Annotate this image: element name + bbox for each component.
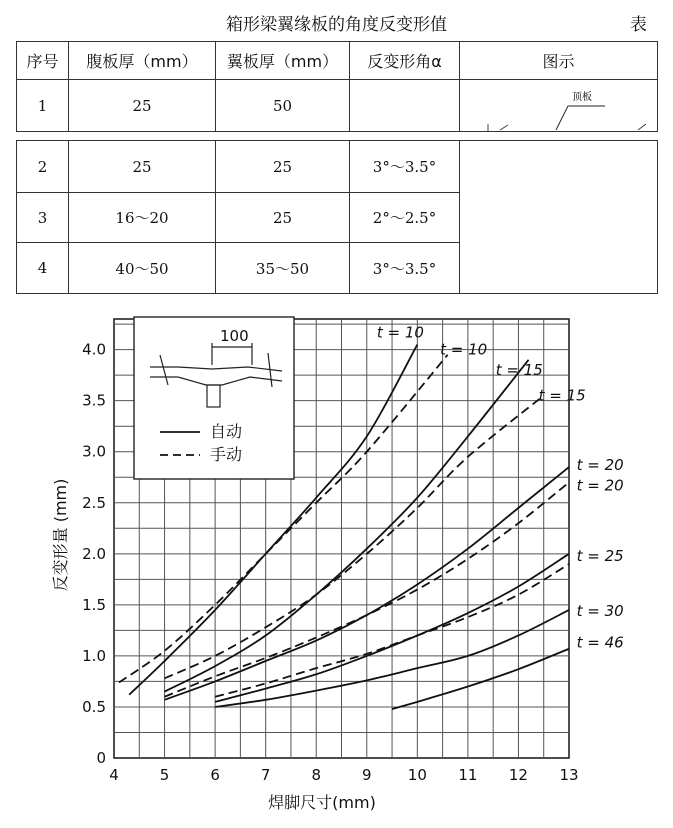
row2-angle: 3°～3.5° xyxy=(350,141,460,193)
row2-flange: 25 xyxy=(216,141,350,193)
header-flange: 翼板厚（mm） xyxy=(216,42,350,80)
header-no: 序号 xyxy=(17,42,69,80)
x-tick-label: 4 xyxy=(109,766,119,784)
y-tick-label: 0.5 xyxy=(82,697,106,716)
table-tag: 表 xyxy=(630,15,647,35)
y-tick-label: 2.0 xyxy=(82,544,106,563)
x-tick-label: 12 xyxy=(508,766,528,784)
legend-solid-label: 自动 xyxy=(210,422,243,441)
curve-label: t = 20 xyxy=(576,456,624,475)
curve-label: t = 46 xyxy=(576,633,624,652)
x-tick-label: 10 xyxy=(407,766,427,784)
x-tick-label: 9 xyxy=(362,766,372,784)
row2-no: 2 xyxy=(17,141,69,193)
diagram-merged-cell xyxy=(460,141,658,294)
row4-flange: 35～50 xyxy=(216,243,350,294)
row1-no: 1 xyxy=(17,80,69,132)
curve-label: t = 10 xyxy=(376,323,424,342)
x-tick-label: 8 xyxy=(311,766,321,784)
y-tick-label: 3.0 xyxy=(82,442,106,461)
y-tick-label: 0 xyxy=(96,749,106,767)
inset-dimension-label: 100 xyxy=(220,327,249,345)
deformation-chart xyxy=(0,305,673,825)
y-tick-label: 1.5 xyxy=(82,595,106,614)
legend-inset xyxy=(134,317,294,479)
x-tick-label: 7 xyxy=(260,766,271,784)
top-plate-label: 顶板 xyxy=(572,92,592,103)
legend-dashed-label: 手动 xyxy=(210,445,243,464)
y-axis-label: 反变形量 (mm) xyxy=(51,478,70,592)
y-tick-label: 4.0 xyxy=(82,340,106,359)
chart-curve-labels xyxy=(377,323,624,651)
row4-no: 4 xyxy=(17,243,69,294)
row3-angle: 2°～2.5° xyxy=(350,193,460,243)
curve-label: t = 25 xyxy=(576,546,624,565)
row4-web: 40～50 xyxy=(69,243,216,294)
row3-web: 16～20 xyxy=(69,193,216,243)
x-tick-label: 5 xyxy=(159,766,170,784)
header-angle: 反变形角α xyxy=(350,42,460,80)
y-tick-label: 3.5 xyxy=(82,391,106,410)
row2-web: 25 xyxy=(69,141,216,193)
angle-table-header xyxy=(16,41,658,132)
curve-label: t = 30 xyxy=(576,602,624,621)
table-title: 箱形梁翼缘板的角度反变形值 xyxy=(226,15,447,35)
row3-no: 3 xyxy=(17,193,69,243)
header-web: 腹板厚（mm） xyxy=(69,42,216,80)
x-tick-label: 11 xyxy=(458,766,478,784)
x-axis-label: 焊脚尺寸(mm) xyxy=(268,793,376,812)
row1-angle xyxy=(350,80,460,132)
curve-label: t = 15 xyxy=(495,361,543,380)
y-tick-label: 1.0 xyxy=(82,646,106,665)
row1-flange: 50 xyxy=(216,80,350,132)
angle-table-body xyxy=(16,140,658,294)
x-tick-label: 6 xyxy=(210,766,220,784)
curve-label: t = 20 xyxy=(576,476,624,495)
row3-flange: 25 xyxy=(216,193,350,243)
series-line-solid xyxy=(392,649,569,709)
top-plate-sketch xyxy=(460,80,658,132)
curve-label: t = 15 xyxy=(538,386,586,405)
curve-label: t = 10 xyxy=(440,340,488,359)
row4-angle: 3°～3.5° xyxy=(350,243,460,294)
header-diagram: 图示 xyxy=(460,42,658,80)
y-tick-label: 2.5 xyxy=(82,493,106,512)
row1-diagram xyxy=(460,80,658,132)
row1-web: 25 xyxy=(69,80,216,132)
x-tick-label: 13 xyxy=(559,766,579,784)
